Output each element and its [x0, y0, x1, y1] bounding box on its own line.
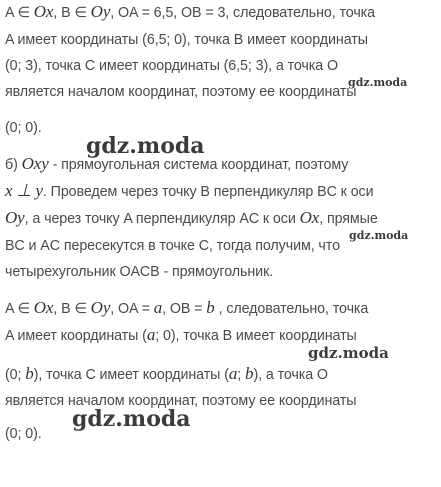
- part-c-line-5: (0; 0).: [5, 426, 42, 442]
- part-b-line-5: четырехугольник OACB - прямоугольник.: [5, 264, 274, 280]
- text: ;: [237, 367, 246, 383]
- part-b-line-2: [5, 182, 374, 201]
- text: , следовательно, точка: [214, 301, 369, 317]
- text: ), точка C имеет координаты (: [33, 367, 229, 383]
- math-b: b: [25, 364, 34, 383]
- part-b-line-3: [5, 209, 378, 228]
- part-c-line-2: [5, 326, 357, 345]
- text: A ∈: [5, 5, 34, 21]
- part-a-line-1: [5, 3, 375, 22]
- math-ox: Ox: [33, 298, 54, 317]
- math-ox: Ox: [299, 208, 320, 227]
- text: , прямые: [319, 211, 378, 227]
- watermark-logo: gdz.moda: [348, 76, 408, 89]
- watermark-logo: gdz.moda: [86, 133, 205, 159]
- text: , B ∈: [53, 301, 91, 317]
- text: ; 0), точка B имеет координаты: [155, 328, 357, 344]
- math-b: b: [245, 364, 254, 383]
- text: , OB =: [162, 301, 207, 317]
- math-ox: Ox: [33, 2, 54, 21]
- text: A имеет координаты (: [5, 328, 147, 344]
- text: , OA = 6,5, OB = 3, следовательно, точка: [110, 5, 375, 21]
- math-oy: Oy: [90, 298, 111, 317]
- math-oy: Oy: [90, 2, 111, 21]
- math-oxy: Oxy: [21, 154, 49, 173]
- text: - прямоугольная система координат, поэтому: [48, 157, 349, 173]
- text: . Проведем через точку B перпендикуляр BC к оси: [42, 184, 374, 200]
- text: ), а точка O: [253, 367, 328, 383]
- text: A ∈: [5, 301, 34, 317]
- part-a-line-2: A имеет координаты (6,5; 0), точка B имеет координаты: [5, 32, 368, 48]
- math-x-perp-y: x ⊥ y: [5, 181, 43, 200]
- part-a-line-5: (0; 0).: [5, 120, 42, 136]
- part-b-line-4: BC и AC пересекутся в точке C, тогда получим, что: [5, 238, 340, 254]
- watermark-logo: gdz.moda: [308, 344, 389, 362]
- text: (0;: [5, 367, 26, 383]
- part-a-line-3: (0; 3), точка C имеет координаты (6,5; 3), а точка O: [5, 58, 338, 74]
- math-b: b: [206, 298, 215, 317]
- text: б): [5, 157, 22, 173]
- watermark-logo: gdz.moda: [72, 406, 191, 432]
- part-c-line-1: [5, 299, 368, 318]
- math-oy: Oy: [5, 208, 25, 227]
- text: , а через точку A перпендикуляр AC к оси: [24, 211, 300, 227]
- text: , B ∈: [53, 5, 91, 21]
- part-a-line-4: является началом координат, поэтому ее координаты: [5, 84, 357, 100]
- text: , OA =: [110, 301, 154, 317]
- part-c-line-3: [5, 365, 328, 384]
- math-a: a: [146, 325, 156, 344]
- math-a: a: [228, 364, 238, 383]
- math-a: a: [153, 298, 163, 317]
- watermark-logo: gdz.moda: [349, 229, 409, 242]
- part-c-line-4: является началом координат, поэтому ее координаты: [5, 393, 357, 409]
